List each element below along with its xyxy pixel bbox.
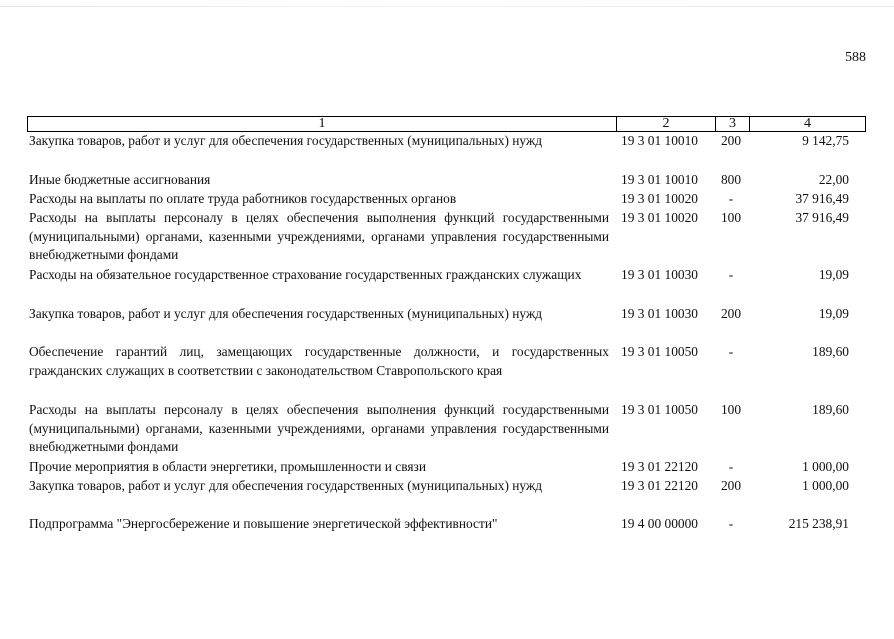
row-expense-type: - <box>728 459 734 474</box>
row-code: 19 3 01 10020 <box>621 191 698 206</box>
row-code: 19 3 01 10010 <box>621 133 698 148</box>
scan-edge-line <box>0 6 894 7</box>
row-amount: 1 000,00 <box>802 459 849 474</box>
row-expense-type: 200 <box>720 478 742 493</box>
row-description: Расходы на выплаты персоналу в целях обеспечения выполнения функций государственными (муниципальными) органами, казенными учреждениями, органами управления государственными внебюджетными фондами <box>29 210 609 263</box>
row-expense-type: 100 <box>720 210 742 225</box>
row-description: Расходы на обязательное государственное страхование государственных гражданских служащих <box>29 267 582 282</box>
row-amount: 9 142,75 <box>802 133 849 148</box>
row-code: 19 3 01 10030 <box>621 306 698 321</box>
row-code: 19 4 00 00000 <box>621 516 698 531</box>
row-expense-type: - <box>728 191 734 206</box>
row-expense-type: - <box>728 344 734 359</box>
table-header <box>27 116 866 132</box>
row-description: Расходы на выплаты персоналу в целях обеспечения выполнения функций государственными (муниципальными) органами, казенными учреждениями, органами управления государственными внебюджетными фондами <box>29 402 609 455</box>
row-description: Закупка товаров, работ и услуг для обеспечения государственных (муниципальных) нужд <box>29 306 543 321</box>
row-expense-type: 200 <box>720 133 742 148</box>
row-expense-type: 200 <box>720 306 742 321</box>
row-description: Иные бюджетные ассигнования <box>29 172 211 187</box>
row-amount: 37 916,49 <box>795 191 849 206</box>
row-amount: 189,60 <box>812 344 849 359</box>
row-code: 19 3 01 10050 <box>621 402 698 417</box>
row-amount: 19,09 <box>818 267 849 282</box>
row-expense-type: 800 <box>720 172 742 187</box>
row-amount: 37 916,49 <box>795 210 849 225</box>
row-description: Прочие мероприятия в области энергетики, промышленности и связи <box>29 459 426 474</box>
row-code: 19 3 01 22120 <box>621 459 698 474</box>
row-description: Закупка товаров, работ и услуг для обеспечения государственных (муниципальных) нужд <box>29 133 543 148</box>
row-description: Обеспечение гарантий лиц, замещающих государственные должности, и государственных гражданских служащих в соответствии с законодательством Ставропольского края <box>29 344 609 378</box>
row-expense-type: 100 <box>720 402 742 417</box>
row-expense-type: - <box>728 516 734 531</box>
row-description: Подпрограмма "Энергосбережение и повышение энергетической эффективности" <box>29 516 498 531</box>
row-amount: 22,00 <box>818 172 849 187</box>
row-description: Закупка товаров, работ и услуг для обеспечения государственных (муниципальных) нужд <box>29 478 543 493</box>
header-col-3: 3 <box>716 117 750 131</box>
page-number: 588 <box>845 50 866 65</box>
row-amount: 1 000,00 <box>802 478 849 493</box>
row-amount: 215 238,91 <box>788 516 849 531</box>
row-expense-type: - <box>728 267 734 282</box>
header-col-4: 4 <box>804 116 811 131</box>
row-code: 19 3 01 22120 <box>621 478 698 493</box>
row-code: 19 3 01 10020 <box>621 210 698 225</box>
row-code: 19 3 01 10050 <box>621 344 698 359</box>
header-col-1: 1 <box>28 117 617 131</box>
row-code: 19 3 01 10010 <box>621 172 698 187</box>
row-code: 19 3 01 10030 <box>621 267 698 282</box>
header-col-2: 2 <box>617 117 716 131</box>
row-amount: 189,60 <box>812 402 849 417</box>
row-amount: 19,09 <box>818 306 849 321</box>
row-description: Расходы на выплаты по оплате труда работников государственных органов <box>29 191 457 206</box>
